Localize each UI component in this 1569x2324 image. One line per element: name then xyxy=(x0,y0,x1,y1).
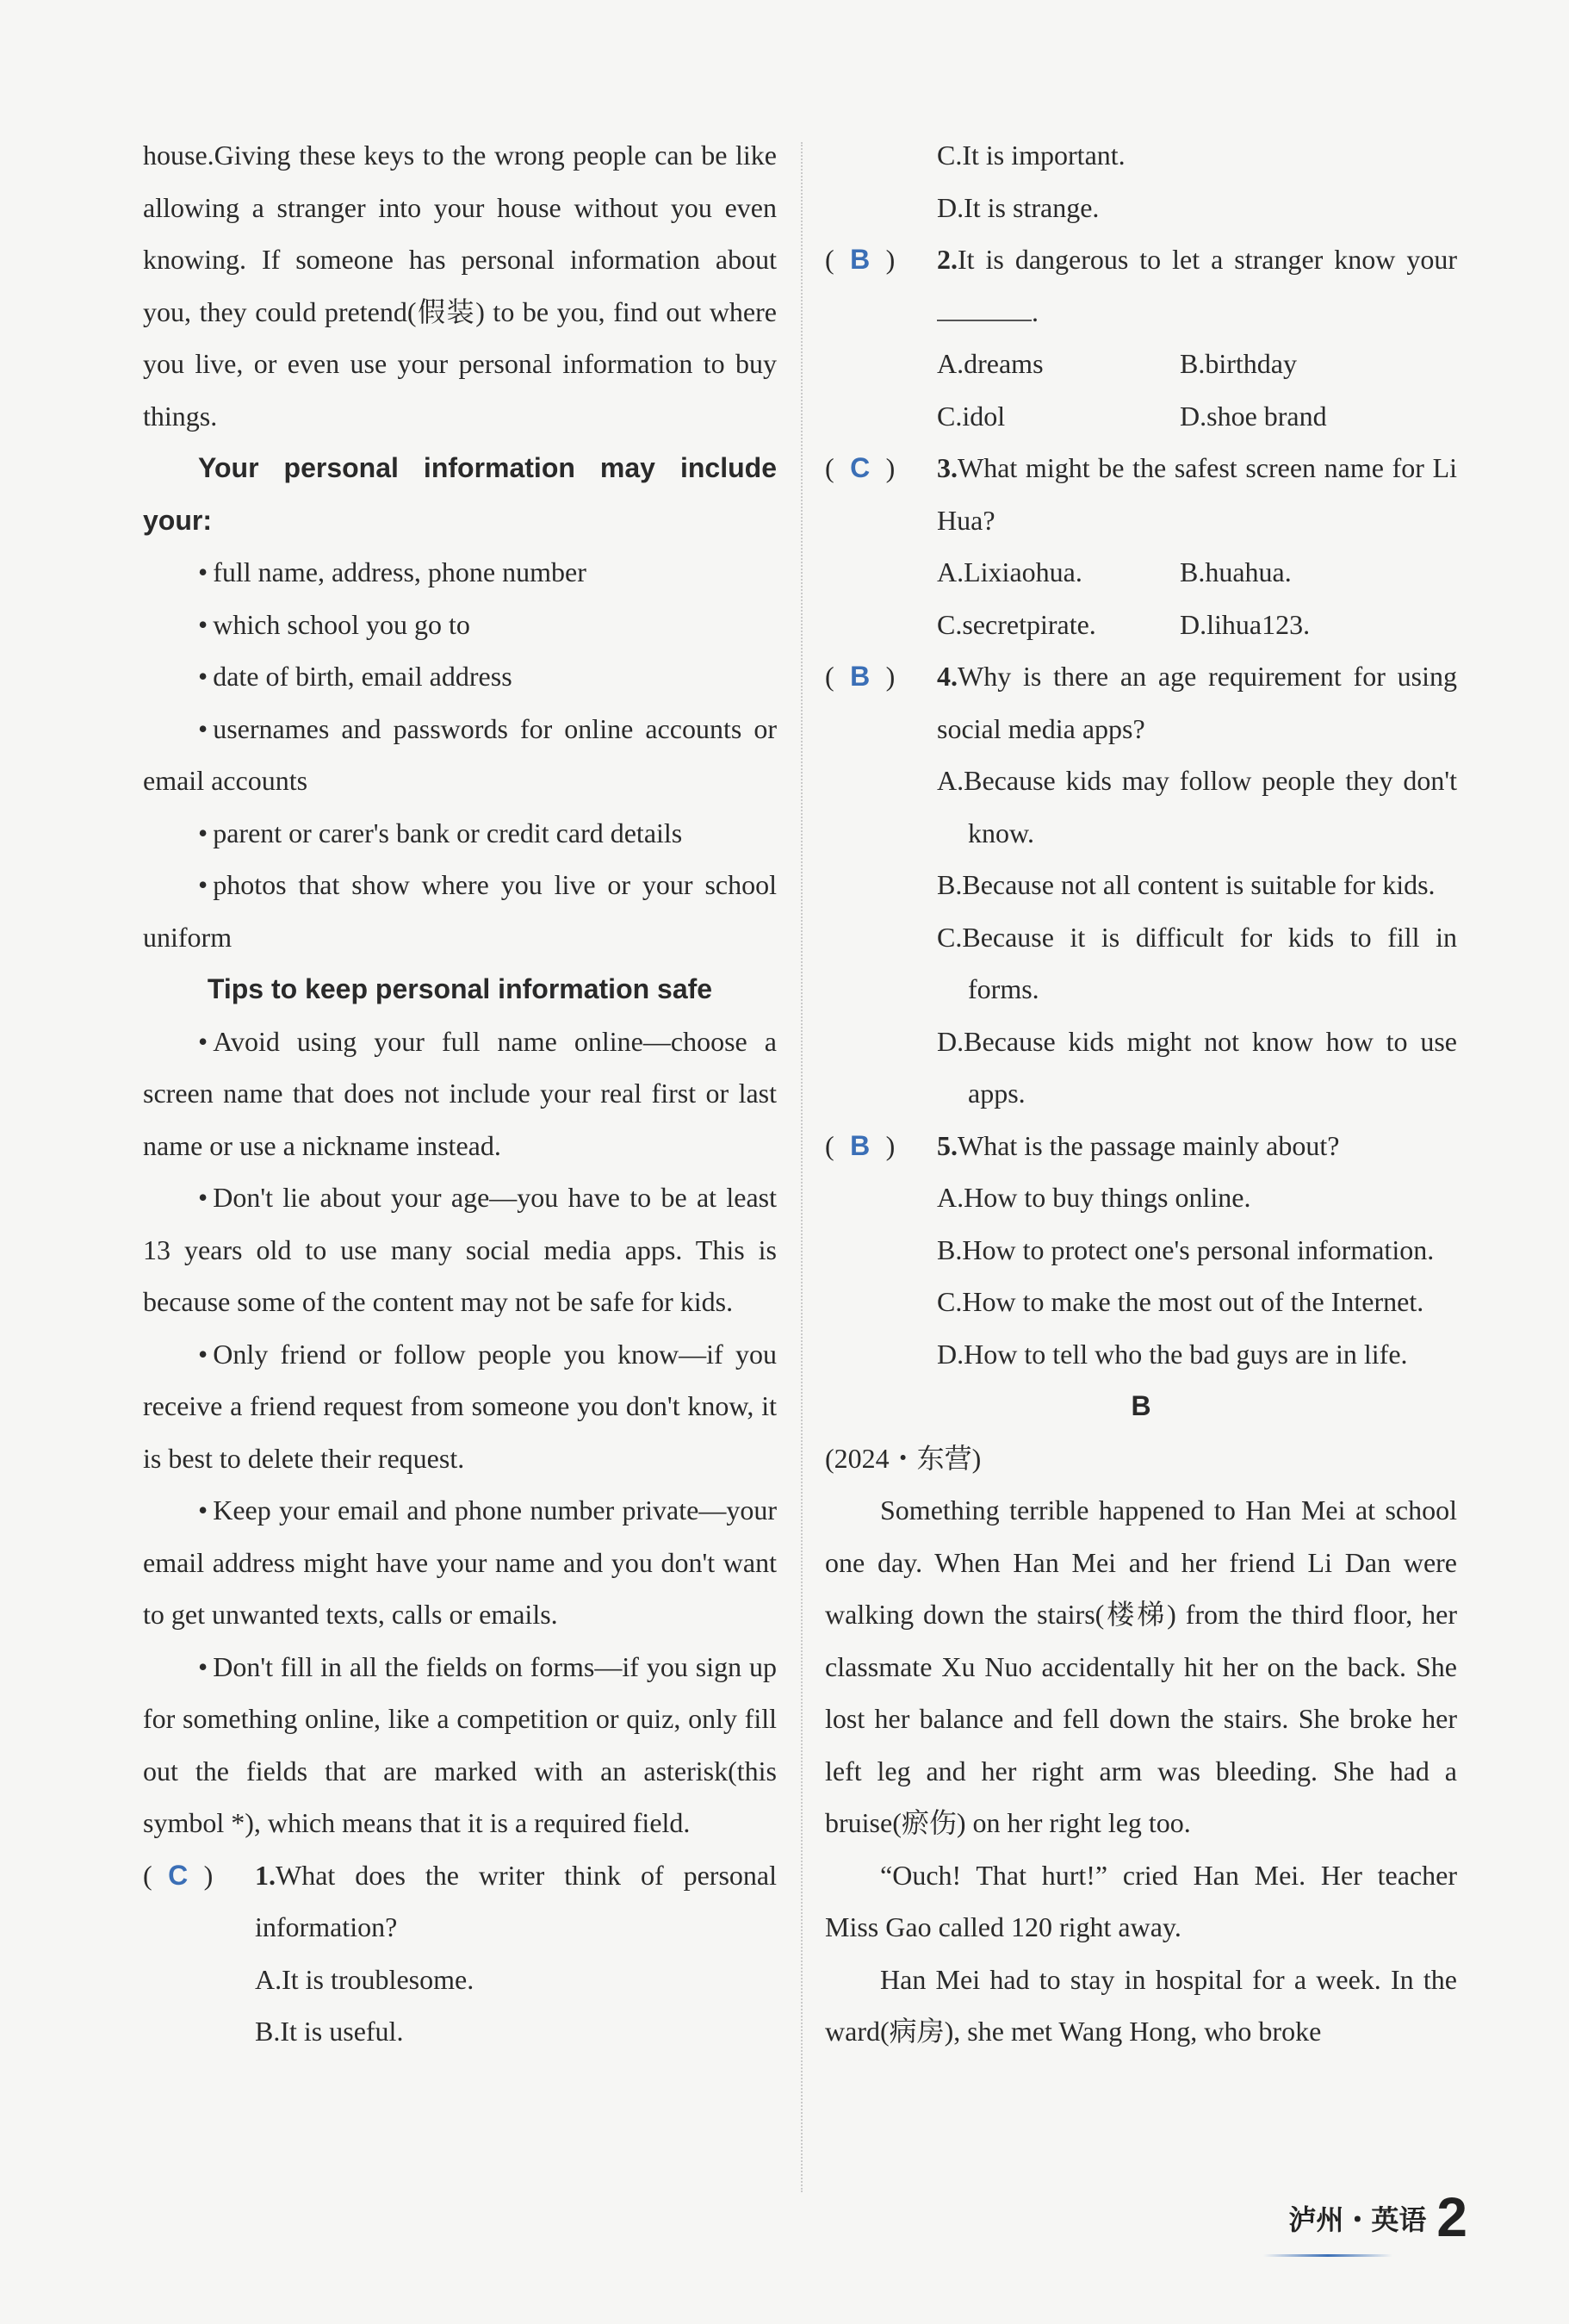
option: D.shoe brand xyxy=(1180,400,1327,432)
option: A.Lixiaohua. xyxy=(937,556,1082,587)
option: A.It is troublesome. xyxy=(255,1963,474,1995)
option-row xyxy=(825,546,1457,599)
column-divider xyxy=(801,142,803,2192)
answer-mark: B xyxy=(850,244,871,275)
option-row xyxy=(825,390,1457,443)
question-number: 4. xyxy=(937,661,958,692)
question-text: What is the passage mainly about? xyxy=(958,1129,1340,1161)
section-label: B xyxy=(1131,1390,1151,1421)
question-text: What does the writer think of personal information? xyxy=(255,1859,777,1942)
source-label: (2024・东营) xyxy=(825,1442,982,1474)
option: C.Because it is difficult for kids to fill in forms. xyxy=(937,921,1457,1004)
option: B.huahua. xyxy=(1180,556,1292,587)
option: D.How to tell who the bad guys are in life. xyxy=(937,1338,1408,1370)
list-item: • parent or carer's bank or credit card details xyxy=(198,817,683,848)
option: D.It is strange. xyxy=(937,191,1100,223)
left-column xyxy=(143,129,777,2058)
answer-mark: C xyxy=(850,452,871,483)
option-list xyxy=(825,755,1457,1120)
page-number: 2 xyxy=(1436,2186,1467,2248)
option-row xyxy=(825,338,1457,390)
footer-accent-line xyxy=(1263,2254,1392,2257)
list-item: • date of birth, email address xyxy=(198,661,512,692)
question-3 xyxy=(825,442,1457,650)
option: B.It is useful. xyxy=(255,2016,404,2047)
option: D.Because kids might not know how to use apps. xyxy=(937,1025,1457,1109)
passage-paragraph: “Ouch! That hurt!” cried Han Mei. Her teacher Miss Gao called 120 right away. xyxy=(825,1859,1457,1942)
page-footer xyxy=(1288,2186,1467,2248)
section-heading: Tips to keep personal information safe xyxy=(207,973,713,1004)
answer-mark: C xyxy=(168,1859,189,1891)
list-item: • photos that show where you live or your school uniform xyxy=(143,869,777,953)
question-number: 5. xyxy=(937,1129,958,1161)
right-column xyxy=(825,129,1457,2058)
option: A.How to buy things online. xyxy=(937,1182,1251,1213)
question-text: Why is there an age requirement for using social media apps? xyxy=(937,661,1457,744)
tip-item: • Keep your email and phone number private—your email address might have your name and you don't want to get unwanted texts, calls or emails. xyxy=(143,1494,777,1630)
question-number: 2. xyxy=(937,244,958,275)
list-item: • usernames and passwords for online accounts or email accounts xyxy=(143,712,777,796)
option: C.It is important. xyxy=(937,140,1126,171)
list-item: • full name, address, phone number xyxy=(198,556,586,587)
question-number: 3. xyxy=(937,452,958,483)
option: A.Because kids may follow people they don't know. xyxy=(937,765,1457,848)
option-row xyxy=(825,599,1457,651)
question-1 xyxy=(143,1849,777,2058)
answer-bracket[interactable]: ( B ) xyxy=(825,1120,937,1172)
answer-mark: B xyxy=(850,1129,871,1161)
answer-bracket[interactable]: ( C ) xyxy=(143,1849,255,1902)
option: B.Because not all content is suitable for kids. xyxy=(937,869,1436,900)
passage-paragraph: Han Mei had to stay in hospital for a week. In the ward(病房), she met Wang Hong, who broke xyxy=(825,1963,1457,2047)
option: A.dreams xyxy=(937,348,1044,379)
question-4 xyxy=(825,650,1457,1120)
option: B.birthday xyxy=(1180,348,1297,379)
option: C.How to make the most out of the Internet. xyxy=(937,1286,1424,1317)
option: C.secretpirate. xyxy=(937,608,1096,640)
tip-item: • Don't fill in all the fields on forms—if you sign up for something online, like a competition or quiz, only fill out the fields that are marked with an asterisk(this symbol *), which means that it is a required field. xyxy=(143,1650,777,1838)
question-text: It is dangerous to let a stranger know your xyxy=(958,244,1457,275)
answer-bracket[interactable]: ( B ) xyxy=(825,650,937,703)
footer-tag: 泸州・英语 xyxy=(1288,2203,1427,2236)
option: B.How to protect one's personal information. xyxy=(937,1233,1435,1265)
list-item: • which school you go to xyxy=(198,608,470,640)
question-2: ( B ) 2.It is dangerous to let a stranger know your . A.dreams B.birthday C.idol D.shoe brand xyxy=(825,233,1457,442)
answer-mark: B xyxy=(850,661,871,692)
question-5 xyxy=(825,1120,1457,1381)
option: D.lihua123. xyxy=(1180,608,1311,640)
option: C.idol xyxy=(937,400,1006,432)
passage-paragraph: Something terrible happened to Han Mei at school one day. When Han Mei and her friend Li Dan were walking down the stairs(楼梯) from the third floor, her classmate Xu Nuo accidentally hit her on the back. She lost her balance and fell down the stairs. She broke her left leg and her right arm was bleeding. She had a bruise(瘀伤) on her right leg too. xyxy=(825,1494,1457,1838)
tip-item: • Only friend or follow people you know—if you receive a friend request from someone you don't know, it is best to delete their request. xyxy=(143,1338,777,1474)
passage-paragraph: house.Giving these keys to the wrong people can be like allowing a stranger into your house without you even knowing. If someone has personal information about you, they could pretend(假装) to be you, find out where you live, or even use your personal information to buy things. xyxy=(143,140,777,432)
answer-bracket[interactable]: ( C ) xyxy=(825,442,937,494)
question-text: What might be the safest screen name for Li Hua? xyxy=(937,452,1457,536)
tip-item: • Avoid using your full name online—choose a screen name that does not include your real first or last name or use a nickname instead. xyxy=(143,1025,777,1161)
tip-item: • Don't lie about your age—you have to be at least 13 years old to use many social media apps. This is because some of the content may not be safe for kids. xyxy=(143,1182,777,1317)
answer-blank[interactable] xyxy=(937,295,1032,321)
answer-bracket[interactable]: ( B ) xyxy=(825,233,937,286)
section-heading: Your personal information may include your: xyxy=(143,452,777,536)
question-number: 1. xyxy=(255,1859,276,1891)
